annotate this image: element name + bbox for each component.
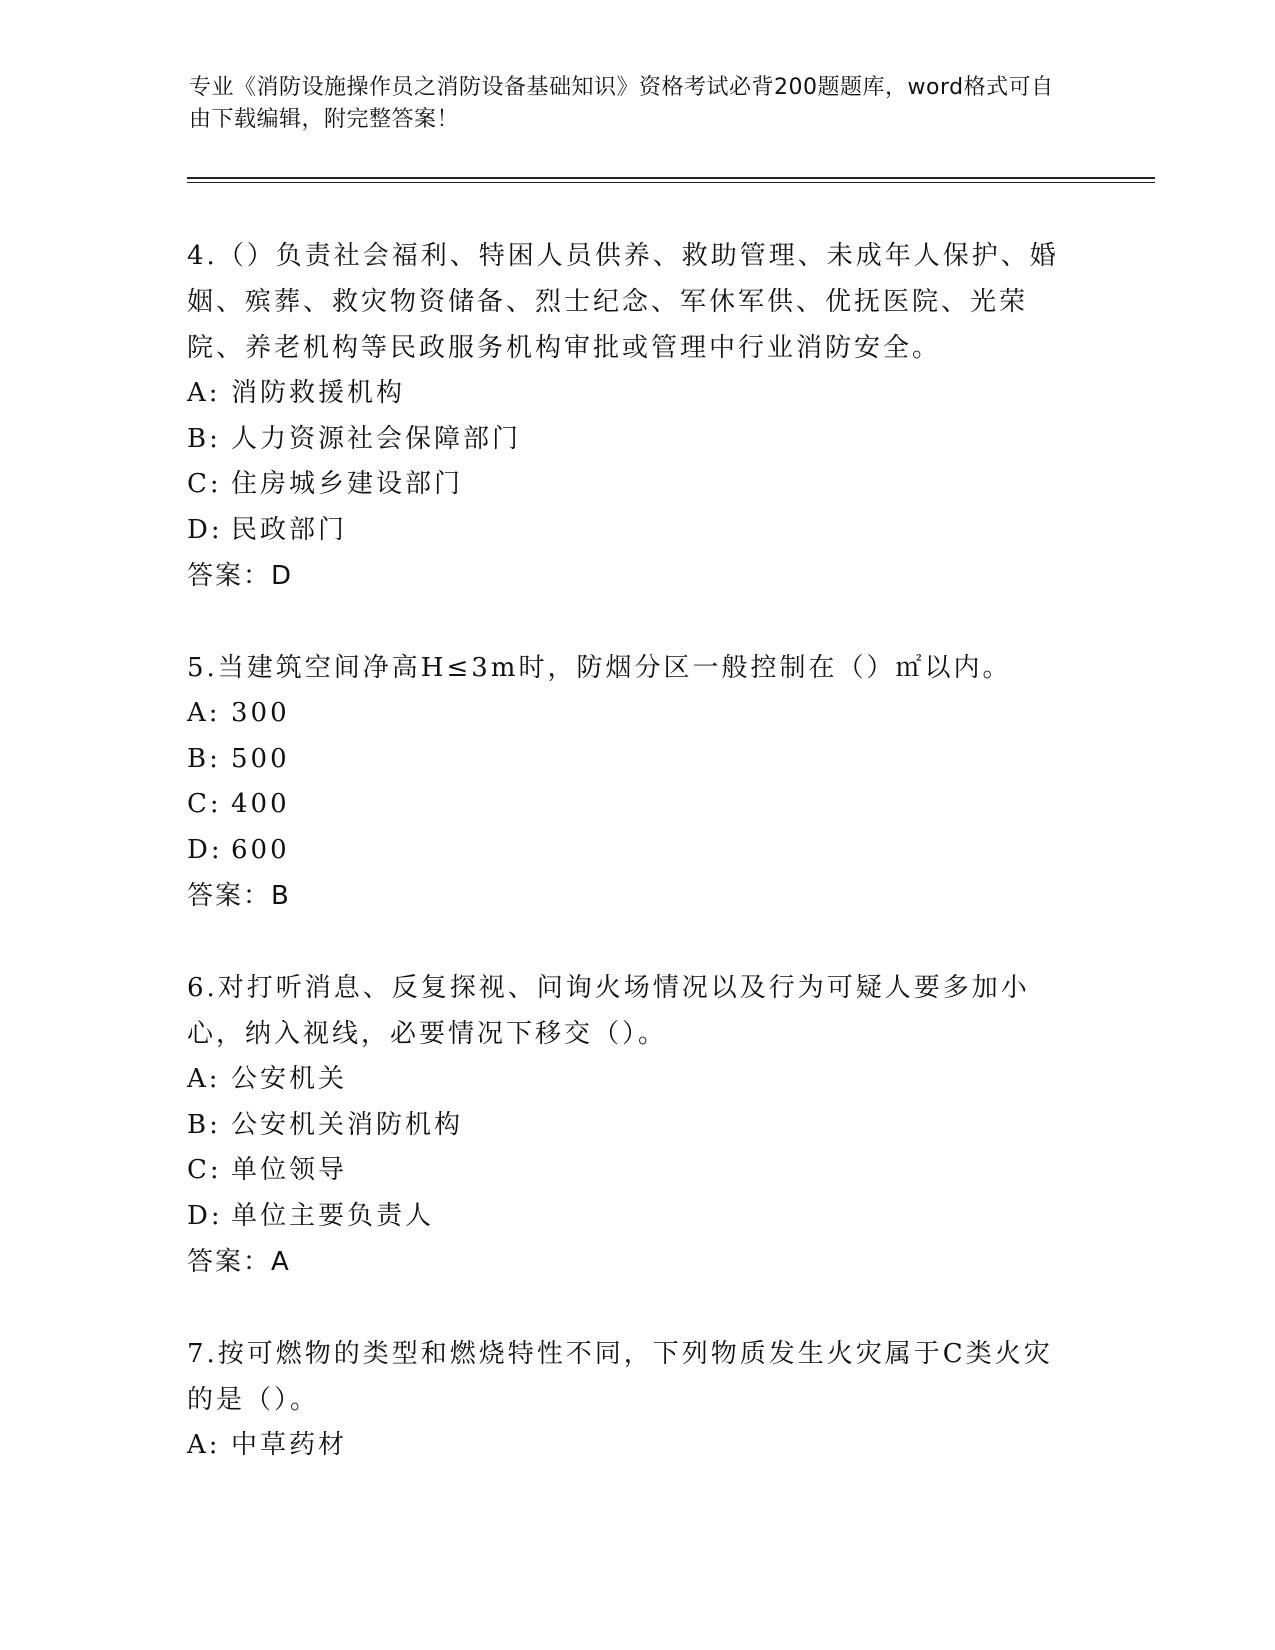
option-b — [187, 737, 1067, 783]
option-text: 公安机关 — [231, 1064, 348, 1094]
question-text: 4.（）负责社会福利、特困人员供养、救助管理、未成年人保护、婚姻、殡葬、救灾物资储备、烈士纪念、军休军供、优抚医院、光荣院、养老机构等民政服务机构审批或管理中行业消防安全。 — [187, 241, 1059, 363]
option-a — [187, 1423, 1067, 1469]
option-a — [187, 371, 1067, 417]
answer-line: 答案：B — [187, 881, 291, 911]
option-text: 单位主要负责人 — [231, 1200, 435, 1231]
option-letter: B: — [187, 743, 221, 774]
option-letter: B: — [187, 1109, 221, 1140]
option-d — [187, 1194, 1067, 1240]
question-4 — [187, 233, 1067, 599]
option-letter: A: — [187, 378, 221, 408]
option-d — [187, 828, 1067, 874]
option-letter: A: — [187, 1064, 221, 1094]
option-b — [187, 1103, 1067, 1149]
option-a — [187, 1057, 1067, 1103]
question-text: 6.对打听消息、反复探视、问询火场情况以及行为可疑人要多加小心，纳入视线，必要情况下移交（）。 — [187, 973, 1030, 1049]
option-text: 住房城乡建设部门 — [231, 469, 464, 499]
option-text: 单位领导 — [231, 1155, 348, 1185]
option-text: 400 — [231, 789, 290, 819]
option-text: 公安机关消防机构 — [231, 1109, 464, 1140]
option-text: 消防救援机构 — [231, 378, 406, 408]
header-divider-thin — [187, 182, 1155, 183]
question-6 — [187, 965, 1067, 1285]
option-c — [187, 462, 1067, 508]
option-letter: C: — [187, 469, 222, 499]
option-letter: C: — [187, 789, 222, 819]
header-divider-thick — [187, 177, 1155, 179]
question-5 — [187, 645, 1067, 919]
option-text: 人力资源社会保障部门 — [231, 423, 522, 454]
question-list — [187, 233, 1067, 1515]
answer-line: 答案：D — [187, 561, 294, 591]
option-letter: D: — [187, 834, 223, 865]
option-a — [187, 691, 1067, 737]
option-letter: C: — [187, 1155, 222, 1185]
question-7 — [187, 1331, 1067, 1469]
option-letter: D: — [187, 514, 223, 545]
option-d — [187, 508, 1067, 554]
document-header: 专业《消防设施操作员之消防设备基础知识》资格考试必背200题题库，word格式可自由下载编辑，附完整答案！ — [189, 75, 1054, 132]
answer-line: 答案：A — [187, 1247, 291, 1277]
option-letter: A: — [187, 1430, 221, 1460]
option-letter: B: — [187, 423, 221, 454]
option-text: 民政部门 — [231, 514, 348, 545]
question-text: 7.按可燃物的类型和燃烧特性不同，下列物质发生火灾属于C类火灾的是（）。 — [187, 1339, 1053, 1415]
option-text: 300 — [231, 698, 290, 728]
option-text: 中草药材 — [231, 1430, 348, 1460]
option-letter: A: — [187, 698, 221, 728]
option-text: 500 — [231, 743, 290, 774]
option-c — [187, 782, 1067, 828]
question-text: 5.当建筑空间净高H≤3m时，防烟分区一般控制在（）㎡以内。 — [187, 653, 1012, 683]
option-text: 600 — [231, 834, 290, 865]
option-b — [187, 417, 1067, 463]
option-letter: D: — [187, 1200, 223, 1231]
option-c — [187, 1148, 1067, 1194]
